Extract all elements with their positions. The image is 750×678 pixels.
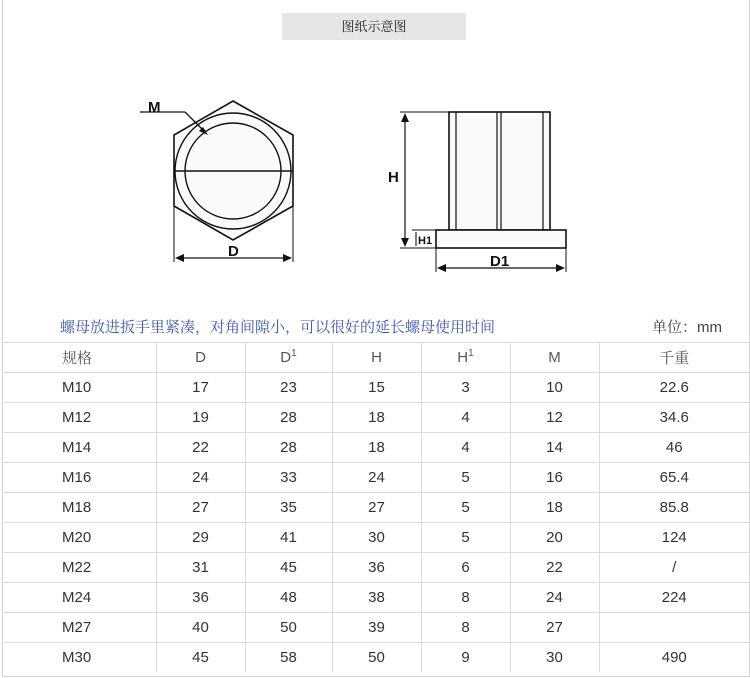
- cell-h: 39: [332, 613, 421, 643]
- label-m: M: [148, 99, 161, 116]
- cell-d1: 41: [245, 523, 332, 553]
- cell-spec: M30: [2, 643, 156, 673]
- cell-spec: M16: [2, 463, 156, 493]
- header-h: H: [332, 343, 421, 373]
- table-row: [2, 373, 749, 403]
- cell-h1: 5: [421, 523, 510, 553]
- cell-spec: M27: [2, 613, 156, 643]
- table-row: [2, 463, 749, 493]
- cell-m: 10: [510, 373, 599, 403]
- spec-table: [2, 342, 749, 672]
- technical-drawing: [0, 90, 750, 280]
- cell-weight: 85.8: [599, 493, 749, 523]
- cell-m: 27: [510, 613, 599, 643]
- header-d1-base: D: [280, 349, 292, 366]
- description-text: 螺母放进扳手里紧凑，对角间隙小，可以很好的延长螺母使用时间: [60, 319, 496, 336]
- header-weight: 千重: [599, 343, 749, 373]
- cell-spec: M20: [2, 523, 156, 553]
- cell-d1: 50: [245, 613, 332, 643]
- cell-weight: /: [599, 553, 749, 583]
- cell-spec: M22: [2, 553, 156, 583]
- cell-d: 24: [156, 463, 245, 493]
- header-h1-sup: 1: [468, 348, 474, 359]
- header-d1: [245, 343, 332, 373]
- header-h1-base: H: [457, 349, 469, 366]
- cell-weight: 46: [599, 433, 749, 463]
- cell-m: 12: [510, 403, 599, 433]
- label-h1: H1: [418, 235, 433, 247]
- cell-d: 45: [156, 643, 245, 673]
- cell-spec: M10: [2, 373, 156, 403]
- cell-d1: 23: [245, 373, 332, 403]
- drawing-title: 图纸示意图: [282, 13, 466, 40]
- cell-d1: 45: [245, 553, 332, 583]
- table-row: [2, 553, 749, 583]
- cell-h: 18: [332, 403, 421, 433]
- front-view: [140, 101, 293, 262]
- d1-arrow-right: [556, 264, 565, 272]
- cell-d1: 35: [245, 493, 332, 523]
- cell-spec: M24: [2, 583, 156, 613]
- table-row: [2, 643, 749, 673]
- cell-d: 31: [156, 553, 245, 583]
- table-row: [2, 403, 749, 433]
- cell-d: 29: [156, 523, 245, 553]
- cell-h: 24: [332, 463, 421, 493]
- cell-m: 14: [510, 433, 599, 463]
- cell-m: 30: [510, 643, 599, 673]
- cell-m: 24: [510, 583, 599, 613]
- cell-h: 27: [332, 493, 421, 523]
- cell-weight: 65.4: [599, 463, 749, 493]
- cell-h: 30: [332, 523, 421, 553]
- cell-d1: 48: [245, 583, 332, 613]
- unit-label: 单位：mm: [652, 319, 722, 336]
- label-d1: D1: [490, 253, 510, 270]
- cell-h1: 5: [421, 463, 510, 493]
- h-arrow-top: [401, 113, 409, 122]
- header-h1: [421, 343, 510, 373]
- cell-m: 22: [510, 553, 599, 583]
- header-d: D: [156, 343, 245, 373]
- cell-weight: [599, 613, 749, 643]
- cell-weight: 490: [599, 643, 749, 673]
- cell-d: 17: [156, 373, 245, 403]
- table-row: [2, 583, 749, 613]
- cell-h: 38: [332, 583, 421, 613]
- cell-h1: 8: [421, 613, 510, 643]
- cell-m: 18: [510, 493, 599, 523]
- cell-h1: 6: [421, 553, 510, 583]
- cell-weight: 124: [599, 523, 749, 553]
- cell-d: 19: [156, 403, 245, 433]
- d1-arrow-left: [437, 264, 446, 272]
- cell-d: 40: [156, 613, 245, 643]
- header-d1-sup: 1: [291, 348, 297, 359]
- table-row: [2, 493, 749, 523]
- d-arrow-left: [175, 254, 184, 262]
- cell-h1: 9: [421, 643, 510, 673]
- table-header-row: [2, 343, 749, 373]
- cell-d1: 33: [245, 463, 332, 493]
- cell-d1: 28: [245, 433, 332, 463]
- table-row: [2, 523, 749, 553]
- header-m: M: [510, 343, 599, 373]
- cell-h: 15: [332, 373, 421, 403]
- header-spec: 规格: [2, 343, 156, 373]
- cell-h: 50: [332, 643, 421, 673]
- cell-h1: 3: [421, 373, 510, 403]
- table-row: [2, 613, 749, 643]
- cell-m: 16: [510, 463, 599, 493]
- cell-d: 27: [156, 493, 245, 523]
- side-view: [400, 112, 566, 272]
- cell-weight: 224: [599, 583, 749, 613]
- flange: [436, 230, 566, 248]
- cell-h: 18: [332, 433, 421, 463]
- cell-spec: M14: [2, 433, 156, 463]
- cell-d1: 28: [245, 403, 332, 433]
- cell-d: 36: [156, 583, 245, 613]
- cell-d1: 58: [245, 643, 332, 673]
- d-arrow-right: [283, 254, 292, 262]
- cell-weight: 34.6: [599, 403, 749, 433]
- cell-spec: M18: [2, 493, 156, 523]
- label-d: D: [228, 243, 239, 260]
- label-h: H: [388, 169, 399, 186]
- table-row: [2, 433, 749, 463]
- nut-body: [449, 112, 550, 230]
- cell-spec: M12: [2, 403, 156, 433]
- cell-h: 36: [332, 553, 421, 583]
- cell-h1: 8: [421, 583, 510, 613]
- cell-d: 22: [156, 433, 245, 463]
- cell-h1: 4: [421, 403, 510, 433]
- cell-h1: 5: [421, 493, 510, 523]
- h-arrow-bottom: [401, 238, 409, 247]
- cell-h1: 4: [421, 433, 510, 463]
- cell-m: 20: [510, 523, 599, 553]
- cell-weight: 22.6: [599, 373, 749, 403]
